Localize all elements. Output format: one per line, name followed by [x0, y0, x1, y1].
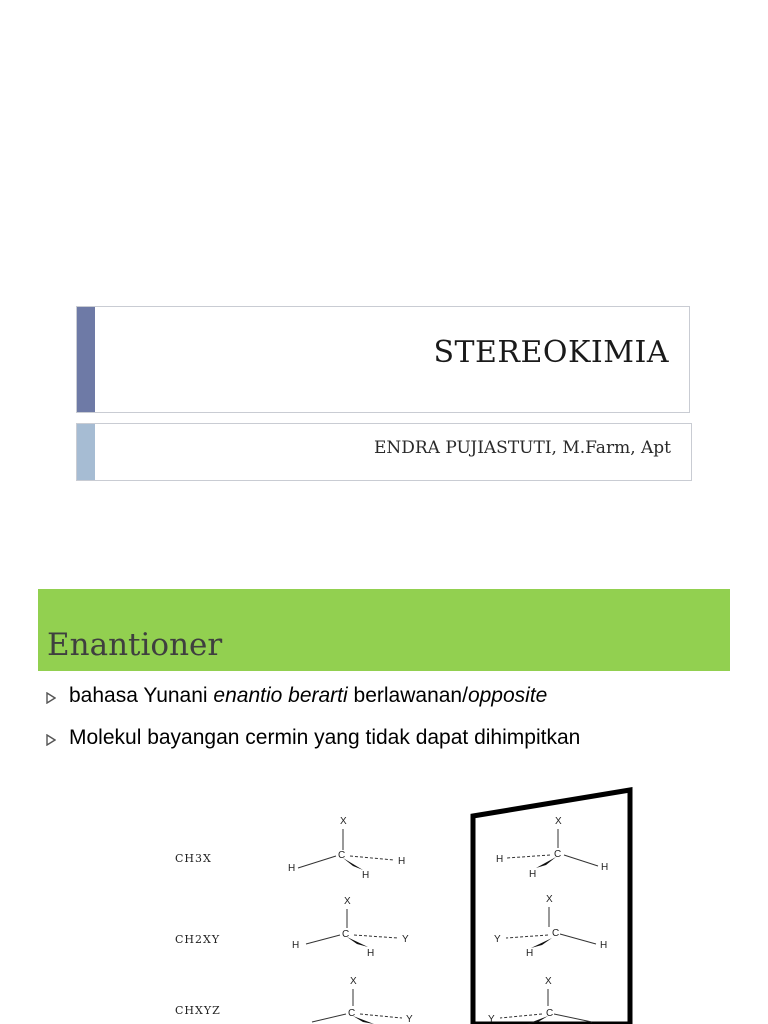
- triangle-bullet-icon: [46, 692, 56, 704]
- atom-label: H: [601, 862, 609, 873]
- atom-label: X: [546, 894, 553, 905]
- atom-label: X: [340, 816, 347, 827]
- molecule-chxyz-left: [312, 976, 413, 1024]
- triangle-bullet-icon: [46, 734, 56, 746]
- atom-label: C: [546, 1008, 554, 1019]
- bullet-item: [46, 684, 746, 726]
- subtitle-placeholder: [76, 423, 692, 481]
- mirror-frame: [473, 790, 630, 1024]
- atom-label: C: [554, 849, 562, 860]
- slide-header-band: [38, 589, 730, 671]
- atom-label: C: [342, 929, 350, 940]
- atom-label: H: [496, 854, 504, 865]
- bullet-text: Molekul bayangan cermin yang tidak dapat dihimpitkan: [69, 726, 581, 749]
- content-slide: [0, 578, 768, 1024]
- molecule-label-ch2xy: CH2XY: [175, 933, 221, 946]
- bullet-item: [46, 726, 746, 768]
- atom-label: H: [529, 869, 537, 880]
- molecule-drawings: [0, 778, 768, 1024]
- atom-label: H: [398, 856, 406, 867]
- subtitle-accent-bar: [77, 424, 95, 480]
- bullet-text-italic: opposite: [467, 684, 548, 707]
- molecule-ch2xy-left: [292, 896, 409, 959]
- bullet-text-italic: enantio berarti: [213, 684, 348, 707]
- slide-header-title: Enantioner: [47, 627, 223, 663]
- molecule-ch3x-left: [288, 816, 405, 881]
- atom-label: H: [526, 948, 534, 959]
- enantiomer-mirror-diagram: [0, 778, 768, 1024]
- atom-label: H: [292, 940, 300, 951]
- atom-label: H: [288, 863, 296, 874]
- atom-label: H: [600, 940, 608, 951]
- molecule-label-ch3x: CH3X: [175, 852, 212, 865]
- atom-label: C: [338, 850, 346, 861]
- bullet-text-part: berlawanan/: [347, 684, 468, 707]
- atom-label: Y: [488, 1014, 495, 1024]
- title-placeholder: [76, 306, 690, 413]
- atom-label: X: [344, 896, 351, 907]
- atom-label: H: [362, 870, 370, 881]
- atom-label: C: [552, 928, 560, 939]
- bullet-text-part: bahasa Yunani: [69, 684, 214, 707]
- bullet-text: [69, 684, 547, 708]
- atom-label: X: [350, 976, 357, 987]
- atom-label: C: [348, 1008, 356, 1019]
- molecule-label-chxyz: CHXYZ: [175, 1004, 221, 1017]
- bullet-list: [46, 684, 746, 768]
- atom-label: X: [545, 976, 552, 987]
- atom-label: Y: [494, 934, 501, 945]
- atom-label: X: [555, 816, 562, 827]
- atom-label: Y: [406, 1014, 413, 1024]
- slide-subtitle: ENDRA PUJIASTUTI, M.Farm, Apt: [373, 438, 671, 458]
- slide-title: STEREOKIMIA: [433, 335, 669, 370]
- atom-label: H: [367, 948, 375, 959]
- title-accent-bar: [77, 307, 95, 412]
- atom-label: Y: [402, 934, 409, 945]
